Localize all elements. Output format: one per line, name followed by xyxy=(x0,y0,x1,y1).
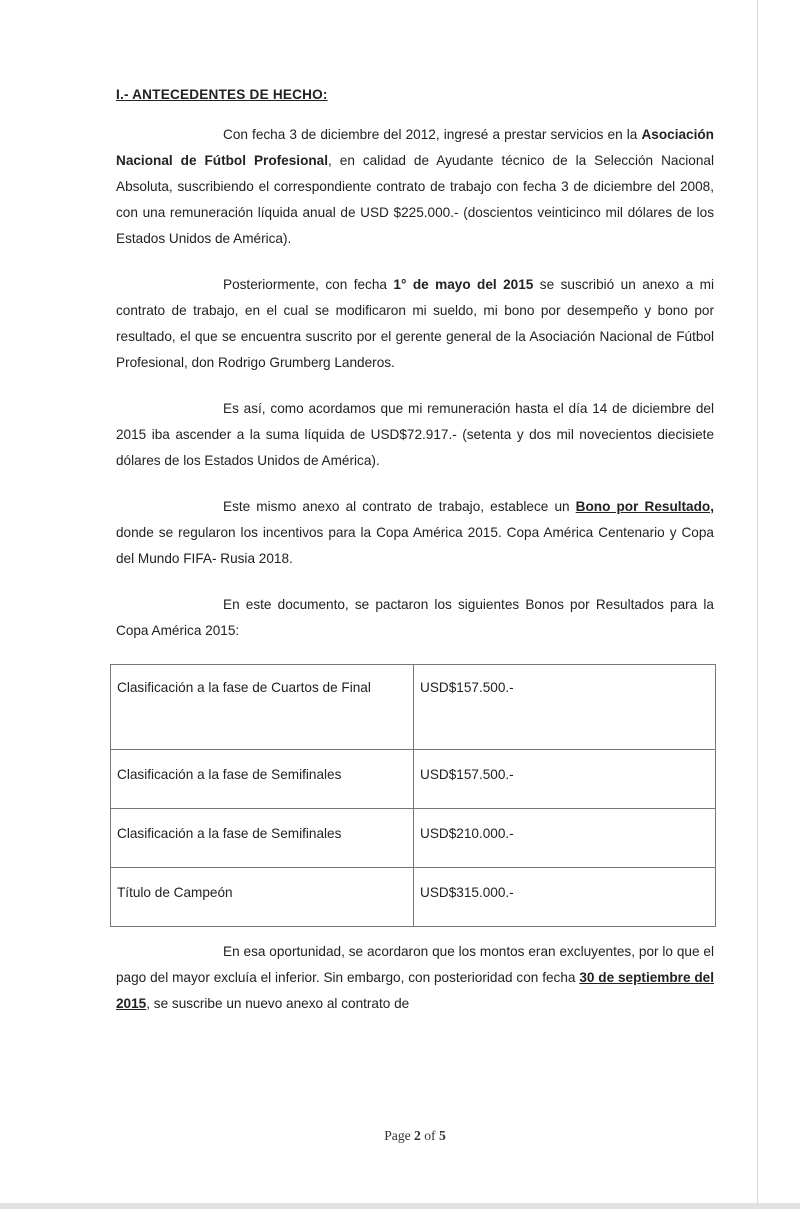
table-row xyxy=(111,665,716,750)
table-cell-amount: USD$210.000.- xyxy=(414,809,716,868)
table-cell-stage: Clasificación a la fase de Semifinales xyxy=(111,809,414,868)
paragraph-2-text-b: se suscribió un anexo a mi contrato de trabajo, en el cual se modificaron mi sueldo, mi bono por desempeño y bono por resultado, el que se encuentra suscrito por el gerente general de la Asociación Nacional de Fútbol Profesional, don Rodrigo Grumberg Landeros. xyxy=(116,277,714,370)
table-cell-amount: USD$157.500.- xyxy=(414,665,716,750)
paragraph-4-text-b: donde se regularon los incentivos para la Copa América 2015. Copa América Centenario y Copa del Mundo FIFA- Rusia 2018. xyxy=(116,525,714,566)
page-number-current: 2 xyxy=(414,1128,421,1143)
paragraph-1-text-a: Con fecha 3 de diciembre del 2012, ingresé a prestar servicios en la xyxy=(223,127,642,142)
page-number-of: of xyxy=(420,1128,439,1143)
page-edge xyxy=(757,0,758,1209)
table-row xyxy=(111,809,716,868)
paragraph-6-bold-underlined: 30 de septiembre del 2015 xyxy=(116,970,715,1011)
document-body xyxy=(116,82,714,1037)
paragraph-5: En este documento, se pactaron los siguientes Bonos por Resultados para la Copa América 2015: xyxy=(116,597,714,638)
page-number-prefix: Page xyxy=(384,1128,415,1143)
paragraph-1-bold: Asociación Nacional de Fútbol Profesional xyxy=(116,127,714,168)
paragraph-6 xyxy=(116,939,714,1017)
page-number-total: 5 xyxy=(438,1128,446,1143)
table-cell-stage: Clasificación a la fase de Cuartos de Final xyxy=(111,665,414,750)
paragraph-3: Es así, como acordamos que mi remuneración hasta el día 14 de diciembre del 2015 iba ascender a la suma líquida de USD$72.917.- (setenta y dos mil novecientos diecisiete dólares de los Estados Unidos de América). xyxy=(116,401,714,468)
paragraph-2-bold: 1° de mayo del 2015 xyxy=(393,277,534,292)
table-row xyxy=(111,868,716,927)
paragraph-2 xyxy=(116,272,714,376)
paragraph-4-text-a: Este mismo anexo al contrato de trabajo, establece un xyxy=(223,499,576,514)
paragraph-6-text-a: En esa oportunidad, se acordaron que los montos eran excluyentes, por lo que el pago del mayor excluía el inferior. Sin embargo, con posterioridad con fecha xyxy=(116,944,714,985)
paragraph-1-text-b: , en calidad de Ayudante técnico de la Selección Nacional Absoluta, suscribiendo el correspondiente contrato de trabajo con fecha 3 de diciembre del 2008, con una remuneración líquida anual de USD $225.000.- (doscientos veinticinco mil dólares de los Estados Unidos de América). xyxy=(116,153,714,246)
page-number xyxy=(0,1128,800,1144)
paragraph-1 xyxy=(116,122,714,252)
page-bottom-edge xyxy=(0,1203,800,1209)
table-row xyxy=(111,750,716,809)
table-cell-amount: USD$157.500.- xyxy=(414,750,716,809)
paragraph-4 xyxy=(116,494,714,572)
bonus-table xyxy=(110,664,716,927)
paragraph-2-text-a: Posteriormente, con fecha xyxy=(223,277,394,292)
table-cell-amount: USD$315.000.- xyxy=(414,868,716,927)
paragraph-4-bold-underlined: Bono por Resultado, xyxy=(575,499,714,514)
section-title: I.- ANTECEDENTES DE HECHO: xyxy=(116,87,328,102)
table-cell-stage: Clasificación a la fase de Semifinales xyxy=(111,750,414,809)
paragraph-6-text-b: , se suscribe un nuevo anexo al contrato de xyxy=(146,996,410,1011)
table-cell-stage: Título de Campeón xyxy=(111,868,414,927)
